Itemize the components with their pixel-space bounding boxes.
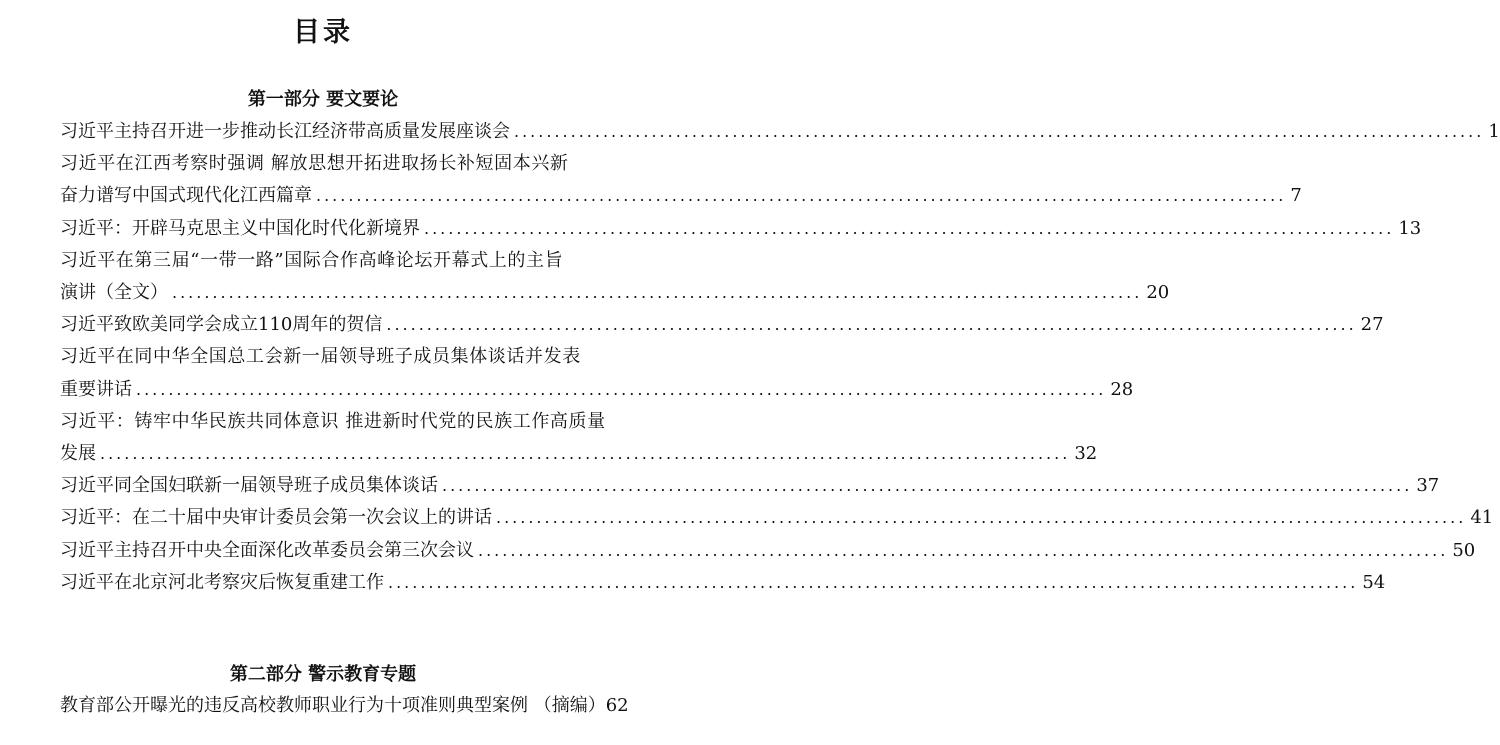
toc-entry-title: 习近平主持召开进一步推动长江经济带高质量发展座谈会 — [60, 121, 510, 142]
toc-entry-line[interactable] — [60, 279, 1170, 307]
page-number: 27 — [1360, 314, 1384, 335]
toc-entry-title: 习近平：开辟马克思主义中国化时代化新境界 — [60, 218, 420, 239]
dot-leader: ........................................................................................................................ — [386, 315, 1357, 334]
toc-entry-title: 习近平在江西考察时强调 解放思想开拓进取扬长补短固本兴新 — [60, 153, 569, 174]
toc-entry-title: 习近平同全国妇联新一届领导班子成员集体谈话 — [60, 475, 438, 496]
dot-leader: ........................................................................................................................ — [478, 541, 1449, 560]
toc-entry-title: 习近平主持召开中央全面深化改革委员会第三次会议 — [60, 540, 474, 561]
toc-entry-title: 重要讲话 — [60, 379, 132, 400]
section-heading: 第二部分 警示教育专题 — [229, 664, 417, 685]
page-number: 1 — [1488, 121, 1500, 142]
dot-leader: ........................................................................................................................ — [388, 573, 1359, 592]
toc-entry-line[interactable] — [60, 569, 1386, 597]
section-heading: 第一部分 要文要论 — [247, 89, 399, 110]
toc-entry-line[interactable] — [60, 440, 1098, 468]
toc-entry-line[interactable] — [60, 376, 1134, 404]
toc-entry-title: 奋力谱写中国式现代化江西篇章 — [60, 185, 312, 206]
dot-leader: ........................................................................................................................ — [424, 219, 1395, 238]
toc-entry-line[interactable] — [60, 692, 629, 720]
toc-entry-line[interactable] — [60, 537, 1476, 565]
page-title: 目录 — [293, 17, 353, 48]
dot-leader: ........................................................................................................................ — [100, 444, 1071, 463]
dot-leader: ........................................................................................................................ — [172, 283, 1143, 302]
toc-entry-title: 习近平在同中华全国总工会新一届领导班子成员集体谈话并发表 — [60, 346, 581, 367]
page-number: 7 — [1290, 185, 1302, 206]
toc-entry-title: 发展 — [60, 443, 96, 464]
toc-entry-line[interactable] — [60, 150, 594, 178]
toc-entry-line[interactable] — [60, 118, 1500, 146]
toc-entry-line[interactable] — [60, 215, 1422, 243]
toc-entry-title: 习近平在第三届“一带一路”国际合作高峰论坛开幕式上的主旨 — [60, 250, 564, 271]
dot-leader: ........................................................................................................................ — [496, 508, 1467, 527]
page-number: 62 — [605, 695, 629, 716]
toc-entry-title: 习近平：在二十届中央审计委员会第一次会议上的讲话 — [60, 507, 492, 528]
page-number: 20 — [1146, 282, 1170, 303]
dot-leader: ........................................................................................................................ — [514, 122, 1485, 141]
toc-entry-line[interactable] — [60, 504, 1494, 532]
toc-entry-title: 教育部公开曝光的违反高校教师职业行为十项准则典型案例 （摘编） — [60, 695, 606, 716]
toc-entry-line[interactable] — [60, 408, 606, 436]
dot-leader: ........................................................................................................................ — [136, 380, 1107, 399]
toc-entry-line[interactable] — [60, 311, 1384, 339]
page-number: 41 — [1470, 507, 1494, 528]
dot-leader: ........................................................................................................................ — [316, 186, 1287, 205]
dot-leader: ........................................................................................................................ — [442, 476, 1413, 495]
toc-entry-line[interactable] — [60, 472, 1440, 500]
toc-entry-title: 习近平：铸牢中华民族共同体意识 推进新时代党的民族工作高质量 — [60, 411, 606, 432]
toc-entry-line[interactable] — [60, 343, 594, 371]
toc-entry-title: 习近平致欧美同学会成立110周年的贺信 — [60, 314, 383, 335]
page-number: 50 — [1452, 540, 1476, 561]
page-number: 13 — [1398, 218, 1422, 239]
toc-entry-line[interactable] — [60, 182, 1302, 210]
toc-entry-title: 演讲（全文） — [60, 282, 168, 303]
page-number: 54 — [1362, 572, 1386, 593]
toc-entry-title: 习近平在北京河北考察灾后恢复重建工作 — [60, 572, 384, 593]
page-number: 32 — [1074, 443, 1098, 464]
toc-entry-line[interactable] — [60, 247, 594, 275]
page-number: 28 — [1110, 379, 1134, 400]
page-number: 37 — [1416, 475, 1440, 496]
